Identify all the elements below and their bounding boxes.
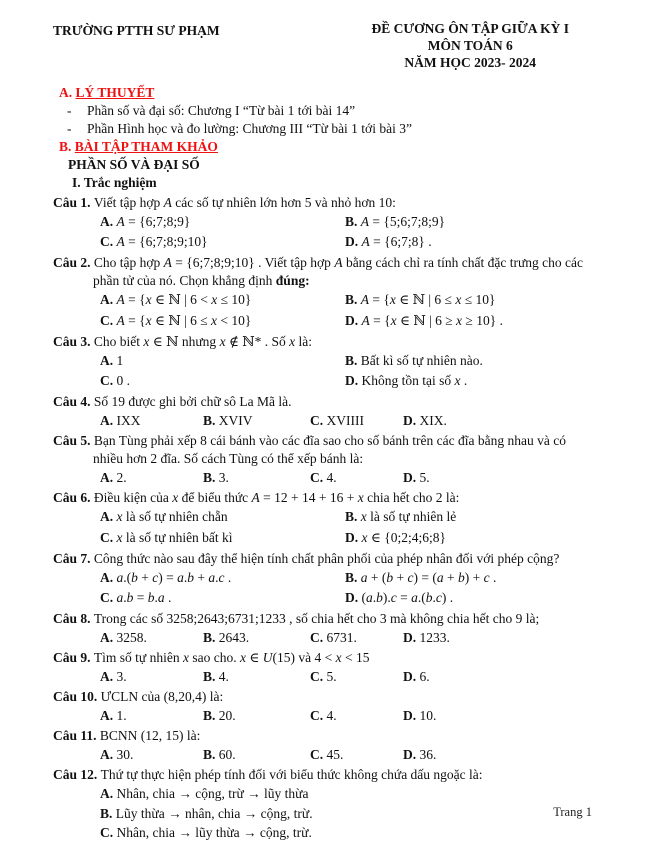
option: D. 10. [403, 708, 437, 723]
option-label: B. [203, 669, 219, 684]
option: A. 3. [100, 669, 127, 684]
option-label: A. [100, 470, 117, 485]
option-label: B. [345, 292, 361, 307]
option-label: A. [100, 292, 117, 307]
option [345, 290, 595, 311]
math-expression: x [172, 490, 179, 505]
bullet-item: - Phần Hình học và đo lường: Chương III “Từ bài 1 tới bài 3” [65, 120, 595, 138]
option: D. 5. [403, 470, 430, 485]
option-label: C. [310, 747, 327, 762]
option-label: B. [203, 708, 219, 723]
option: B. 60. [203, 747, 236, 762]
option-label: D. [345, 373, 362, 388]
option-label: B. [203, 747, 219, 762]
option-label: D. [403, 630, 420, 645]
options [100, 468, 595, 488]
math-expression: A = 12 + 14 + 16 + x [251, 490, 364, 505]
question-label: Câu 7. [53, 550, 94, 566]
question [53, 333, 595, 392]
math-expression: A = {x ∈ ℕ | 6 < x ≤ 10} [116, 292, 252, 307]
option-label: A. [100, 213, 117, 229]
option: B. Bất kì số tự nhiên nào. [345, 352, 483, 368]
option: B. 4. [203, 669, 229, 684]
school-name: TRƯỜNG PTTH SƯ PHẠM [53, 23, 220, 38]
math-expression: x ∉ ℕ* [219, 333, 262, 349]
question [53, 254, 595, 331]
option-label: B. [345, 569, 361, 585]
math-expression: A = {x ∈ ℕ | 6 ≤ x ≤ 10} [360, 292, 496, 307]
question-label: Câu 12. [53, 767, 101, 782]
question-text: Câu 7. Công thức nào sau đây thể hiện tính chất phân phối của phép nhân đối với phép cộng? [53, 550, 560, 566]
option-label: D. [345, 312, 362, 328]
question [53, 550, 595, 609]
section-a-label: A. [59, 85, 73, 100]
option-label: C. [310, 413, 327, 428]
option: C. 0 . [100, 373, 130, 388]
option: A. 1. [100, 708, 127, 723]
math-expression: x [454, 373, 461, 388]
math-expression: A = {6;7;8;9;10} [116, 234, 208, 249]
option-label: D. [345, 234, 362, 249]
math-expression: a.b = b.a [116, 590, 165, 605]
option-label: A. [100, 509, 117, 524]
question [53, 649, 595, 687]
question-text: Câu 12. Thứ tự thực hiện phép tính đối với biểu thức không chứa dấu ngoặc là: [53, 767, 483, 782]
option: B. x là số tự nhiên lẻ [345, 509, 457, 524]
math-expression: A = {5;6;7;8;9} [360, 213, 446, 229]
question-label: Câu 9. [53, 650, 94, 665]
question-label: Câu 10. [53, 689, 101, 704]
options [100, 351, 595, 392]
math-expression: a.(b + c) = a.b + a.c [116, 569, 225, 585]
math-expression: a + (b + c) = (a + b) + c [360, 569, 490, 585]
math-expression: A = {x ∈ ℕ | 6 ≥ x ≥ 10} [361, 312, 497, 328]
options [100, 212, 595, 253]
option: D. 1233. [403, 630, 450, 645]
question [53, 489, 595, 548]
math-expression: x ∈ U(15) [239, 650, 295, 665]
option: A. IXX [100, 413, 141, 428]
option: A. 2. [100, 470, 127, 485]
option-label: B. [100, 805, 116, 821]
question-text: Câu 11. BCNN (12, 15) là: [53, 728, 201, 743]
math-expression: A [163, 194, 172, 210]
option: A. Nhân, chia → cộng, trừ → lũy thừa [100, 786, 309, 801]
question [53, 610, 595, 648]
option-label: A. [100, 708, 117, 723]
option-label: C. [100, 529, 117, 545]
option-label: D. [403, 470, 420, 485]
option-label: D. [403, 747, 420, 762]
math-expression: A = {6;7;8} [361, 234, 425, 249]
option [100, 212, 345, 233]
options [100, 290, 595, 331]
option-label: D. [403, 669, 420, 684]
option: B. 3. [203, 470, 229, 485]
question-label: Câu 1. [53, 194, 94, 210]
option-label: A. [100, 630, 117, 645]
option: B. Lũy thừa → nhân, chia → cộng, trừ. [100, 805, 313, 821]
math-expression: x [289, 333, 296, 349]
question-text: Câu 3. Cho biết x ∈ ℕ nhưng x ∉ ℕ* . Số x là: [53, 333, 313, 349]
option: A. 1 [100, 352, 124, 368]
options [100, 784, 595, 843]
section-b-label: B. [59, 139, 72, 154]
option: C. 45. [310, 747, 344, 762]
option-label: C. [100, 825, 117, 840]
option: A. x là số tự nhiên chẵn [100, 509, 228, 524]
option [345, 212, 595, 233]
exam-title-line-1: ĐỀ CƯƠNG ÔN TẬP GIỮA KỲ I [371, 21, 569, 36]
question-label: Câu 4. [53, 394, 94, 409]
question-label: Câu 11. [53, 728, 100, 743]
option: C. 5. [310, 669, 337, 684]
section-a-heading [59, 84, 595, 102]
math-expression: 4 < x < 15 [314, 650, 370, 665]
math-expression: x ∈ ℕ [143, 333, 179, 349]
option-label: B. [203, 470, 219, 485]
option-label: C. [310, 470, 327, 485]
page-number: Trang 1 [553, 805, 592, 819]
math-expression: (a.b).c = a.(b.c) [361, 590, 447, 605]
option-label: C. [100, 312, 117, 328]
document-header [53, 20, 595, 71]
section-b-heading [59, 138, 595, 156]
options [100, 411, 595, 431]
option: B. a + (b + c) = (a + b) + c . [345, 569, 497, 585]
option: C. a.b = b.a . [100, 590, 172, 605]
option: B. XVIV [203, 413, 253, 428]
option: A. a.(b + c) = a.b + a.c . [100, 569, 232, 585]
option: D. A = {x ∈ ℕ | 6 ≥ x ≥ 10} . [345, 312, 503, 328]
option [345, 528, 595, 549]
exam-title-line-3: NĂM HỌC 2023- 2024 [404, 55, 537, 70]
option-label: A. [100, 352, 117, 368]
question-label: Câu 5. [53, 433, 94, 448]
question-label: Câu 3. [53, 333, 94, 349]
option-label: C. [100, 234, 117, 249]
options [100, 628, 595, 648]
option-label: C. [310, 669, 327, 684]
option: D. Không tồn tại số x . [345, 373, 468, 388]
question-text: Câu 2. Cho tập hợp A = {6;7;8;9;10} . Viết tập hợp A bằng cách chỉ ra tính chất đặc trưng cho các phần tử của nó. Chọn khẳng định đúng: [53, 255, 584, 288]
option-label: B. [345, 213, 361, 229]
option-label: B. [203, 630, 219, 645]
section-b-title: BÀI TẬP THAM KHẢO [74, 139, 218, 154]
option [100, 290, 345, 311]
question [53, 688, 595, 726]
question-text: Câu 8. Trong các số 3258;2643;6731;1233 , số chia hết cho 3 mà không chia hết cho 9 là; [53, 611, 540, 626]
math-expression: x [182, 650, 189, 665]
option-label: B. [203, 413, 219, 428]
math-expression: (8,20,4) [163, 689, 207, 704]
option-label: D. [345, 529, 362, 545]
option-label: A. [100, 786, 117, 801]
question [53, 194, 595, 253]
option-label: C. [310, 708, 327, 723]
question [53, 727, 595, 765]
math-expression: 3258;2643;6731;1233 [166, 611, 286, 626]
math-expression: x [116, 529, 123, 545]
option [100, 311, 345, 332]
option: D. A = {6;7;8} . [345, 234, 432, 249]
option: C. 4. [310, 470, 337, 485]
math-expression: x [116, 509, 123, 524]
option-label: C. [310, 630, 327, 645]
question-label: Câu 8. [53, 611, 94, 626]
option-label: C. [100, 373, 117, 388]
options [100, 568, 595, 609]
question-label: Câu 6. [53, 490, 94, 505]
math-expression: 0 [116, 373, 124, 388]
question-text: Câu 5. Bạn Tùng phải xếp 8 cái bánh vào các đĩa sao cho số bánh trên các đĩa bằng nhau và có nhiều hơn 2 đĩa. Số cách Tùng có thể xếp bánh là: [53, 433, 566, 466]
question [53, 393, 595, 431]
question-text: Câu 6. Điều kiện của x để biểu thức A = 12 + 14 + 16 + x chia hết cho 2 là: [53, 490, 460, 505]
math-expression: x [360, 509, 367, 524]
section-a-title: LÝ THUYẾT [75, 85, 155, 100]
exam-title-line-2: MÔN TOÁN 6 [427, 38, 513, 53]
math-expression: A = {6;7;8;9;10} [163, 255, 255, 270]
option-label: D. [403, 413, 420, 428]
questions-list [53, 194, 595, 843]
question [53, 766, 595, 843]
section-a-bullets [65, 102, 595, 138]
option-label: A. [100, 747, 117, 762]
question-text: Câu 4. Số 19 được ghi bởi chữ sô La Mã là. [53, 394, 292, 409]
math-expression: x ∈ {0;2;4;6;8} [361, 529, 446, 545]
options [100, 507, 595, 548]
part-title: PHẦN SỐ VÀ ĐẠI SỐ [68, 157, 200, 172]
question-text: Câu 1. Viết tập hợp A các số tự nhiên lớn hơn 5 và nhỏ hơn 10: [53, 194, 396, 210]
option: C. Nhân, chia → lũy thừa → cộng, trừ. [100, 825, 312, 840]
math-expression: A [334, 255, 343, 270]
exam-title-block [371, 20, 569, 71]
option-label: D. [403, 708, 420, 723]
option-label: B. [345, 509, 361, 524]
option-label: C. [100, 590, 117, 605]
option: C. XVIIII [310, 413, 364, 428]
question-text: Câu 10. ƯCLN của (8,20,4) là: [53, 689, 224, 704]
question-label: Câu 2. [53, 255, 94, 270]
bullet-item: - Phần số và đại số: Chương I “Từ bài 1 tới bài 14” [65, 102, 595, 120]
option-label: A. [100, 413, 117, 428]
option-label: B. [345, 352, 361, 368]
option: B. 20. [203, 708, 236, 723]
option-label: A. [100, 669, 117, 684]
option: C. 6731. [310, 630, 357, 645]
math-expression: A = {6;7;8;9} [116, 213, 191, 229]
option: C. x là số tự nhiên bất kì [100, 529, 233, 545]
option: D. 36. [403, 747, 437, 762]
option: D. (a.b).c = a.(b.c) . [345, 590, 454, 605]
math-expression: A = {x ∈ ℕ | 6 ≤ x < 10} [116, 312, 252, 328]
option: A. 30. [100, 747, 134, 762]
option: C. 4. [310, 708, 337, 723]
option [100, 232, 345, 253]
options [100, 706, 595, 726]
question-text: Câu 9. Tìm số tự nhiên x sao cho. x ∈ U(15) và 4 < x < 15 [53, 650, 370, 665]
option: D. XIX. [403, 413, 447, 428]
option: A. 3258. [100, 630, 147, 645]
option-label: D. [345, 590, 362, 605]
option: D. 6. [403, 669, 430, 684]
option-label: A. [100, 569, 117, 585]
options [100, 745, 595, 765]
question [53, 432, 595, 488]
subsection-title: I. Trắc nghiệm [72, 175, 157, 190]
option: B. 2643. [203, 630, 250, 645]
options [100, 667, 595, 687]
